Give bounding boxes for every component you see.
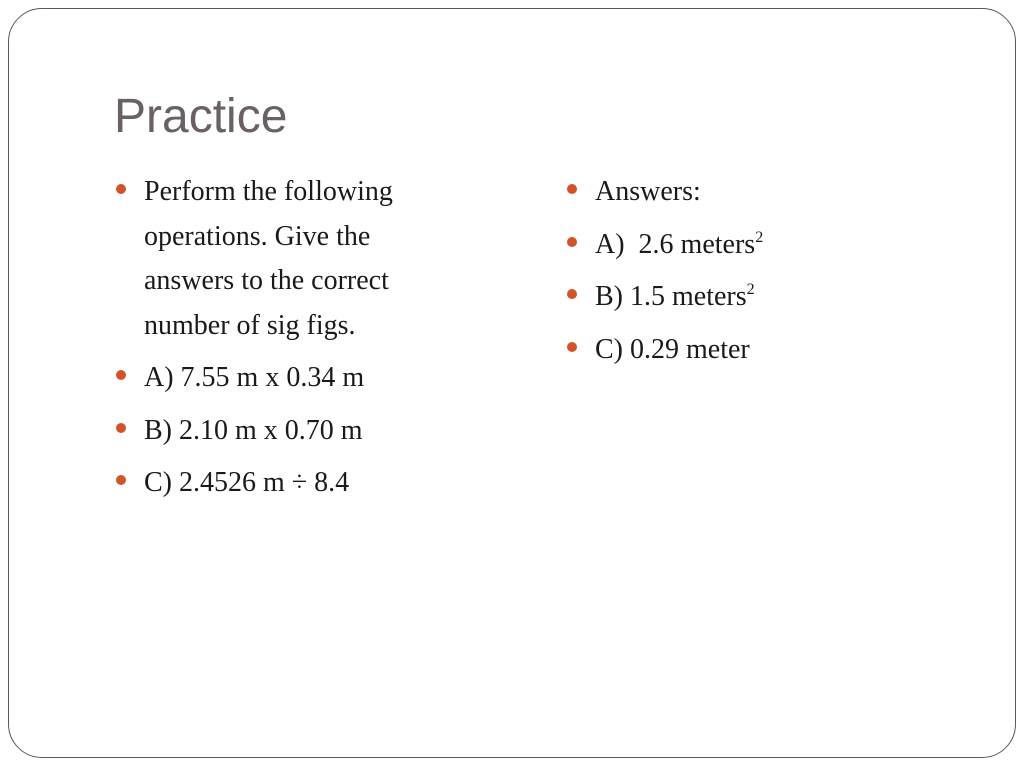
list-item-text: C) 0.29 meter: [595, 333, 750, 365]
list-item-answer-b: [565, 275, 945, 320]
list-item-text: Perform the following operations. Give the answers to the correct number of sig figs.: [144, 176, 393, 341]
list-item-answers-heading: [565, 170, 945, 215]
superscript: 2: [755, 228, 764, 246]
list-item-instructions: [114, 170, 454, 348]
list-item-text: A) 2.6 meters: [595, 228, 756, 260]
bullet-icon: [116, 423, 126, 433]
bullet-icon: [116, 475, 126, 485]
list-item-answer-a: [565, 223, 945, 268]
list-item-text: B) 1.5 meters: [595, 281, 747, 312]
list-item-text: C) 2.4526 m ÷ 8.4: [144, 467, 350, 498]
list-item-problem-a: [114, 356, 454, 401]
bullet-icon: [116, 370, 126, 380]
superscript: 2: [746, 281, 755, 298]
list-item-text: A) 7.55 m x 0.34 m: [144, 362, 365, 393]
bullet-icon: [567, 342, 577, 352]
list-item-text: Answers:: [595, 176, 701, 207]
list-item-text: B) 2.10 m x 0.70 m: [144, 414, 363, 446]
bullet-icon: [116, 184, 126, 194]
list-item-answer-c: [565, 328, 945, 373]
list-item-problem-c: [114, 461, 454, 506]
list-item-problem-b: [114, 409, 454, 454]
bullet-icon: [567, 184, 577, 194]
slide-title: Practice: [114, 90, 288, 143]
left-bullet-list: [114, 170, 454, 514]
right-bullet-list: [565, 170, 945, 380]
bullet-icon: [567, 237, 577, 247]
bullet-icon: [567, 289, 577, 299]
